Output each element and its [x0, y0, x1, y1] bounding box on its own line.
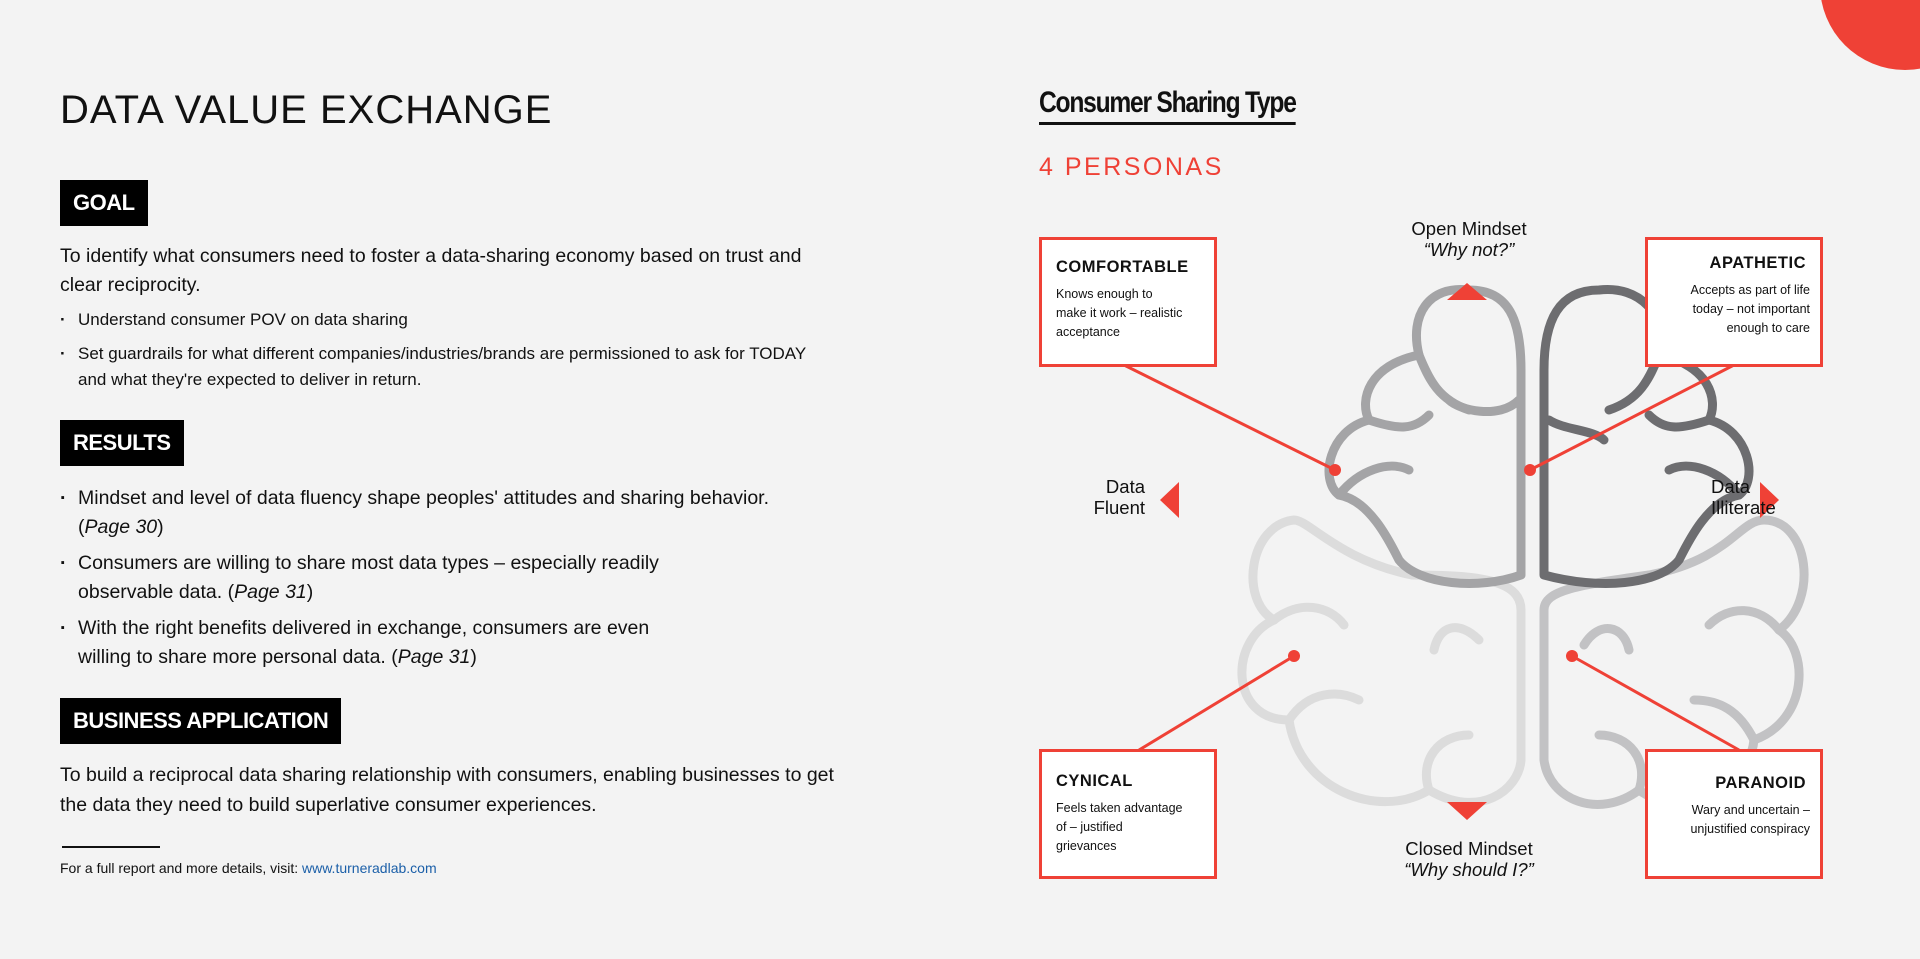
brain-lobe-top-left [1329, 289, 1521, 583]
report-link[interactable]: www.turneradlab.com [302, 860, 437, 876]
axis-label-top [1359, 218, 1579, 260]
results-label: RESULTS [60, 420, 184, 466]
connector-cynical [1139, 656, 1294, 750]
brain-fold [1289, 694, 1359, 720]
persona-paranoid [1645, 749, 1823, 879]
connector-comfortable [1124, 365, 1335, 470]
results-bullet-close: ) [470, 646, 477, 668]
connector-dot [1524, 464, 1536, 476]
persona-name: CYNICAL [1056, 772, 1133, 790]
axis-label-right [1711, 476, 1811, 518]
axis-label-bottom-sub: “Why should I?” [1404, 859, 1534, 880]
results-bullet [60, 549, 670, 607]
results-bullet-close: ) [157, 516, 164, 538]
results-bullet-text: Consumers are willing to share most data types – especially readily observable data. ( [78, 552, 659, 603]
persona-comfortable [1039, 237, 1217, 367]
results-bullets [60, 484, 820, 679]
persona-description: Feels taken advantage of – justified grievances [1056, 801, 1183, 853]
business-application-text: To build a reciprocal data sharing relationship with consumers, enabling businesses to get the data they need to build superlative consumer experiences. [60, 764, 834, 816]
arrow-down-icon [1447, 802, 1487, 820]
goal-bullet: · Set guardrails for what different companies/industries/brands are permissioned to ask for TODAY and what they're expected to deliver in return. [60, 341, 820, 393]
diagram-subtitle: 4 PERSONAS [1039, 153, 1224, 181]
brain-fold [1694, 700, 1754, 740]
brain-fold [1584, 629, 1629, 650]
page-title: DATA VALUE EXCHANGE [60, 88, 553, 132]
results-bullet-text: With the right benefits delivered in exchange, consumers are even willing to share more personal data. ( [78, 617, 650, 668]
diagram-title: Consumer Sharing Type [1039, 86, 1296, 125]
brain-fold [1709, 611, 1779, 630]
axis-label-right-line2: Illiterate [1711, 497, 1776, 518]
brain-fold [1426, 735, 1469, 790]
footnote-divider [62, 846, 160, 848]
results-bullet-text: Mindset and level of data fluency shape peoples' attitudes and sharing behavior. ( [78, 487, 770, 538]
arrow-left-icon [1160, 482, 1179, 518]
goal-bullet: · Understand consumer POV on data sharing [60, 307, 820, 333]
results-bullet [60, 614, 660, 672]
brain-fold [1449, 400, 1519, 412]
axis-label-top-title: Open Mindset [1411, 218, 1527, 239]
connector-dot [1566, 650, 1578, 662]
persona-name: APATHETIC [1709, 254, 1806, 272]
persona-name: COMFORTABLE [1056, 258, 1189, 276]
page-reference: Page 31 [397, 646, 471, 668]
goal-text: To identify what consumers need to foster a data-sharing economy based on trust and clear reciprocity. [60, 245, 802, 296]
results-bullet-close: ) [306, 581, 314, 603]
persona-description: Wary and uncertain – unjustified conspiracy [1690, 803, 1810, 836]
brain-fold [1274, 607, 1344, 625]
brain-fold [1419, 355, 1469, 410]
persona-name: PARANOID [1715, 774, 1806, 792]
persona-description: Knows enough to make it work – realistic acceptance [1056, 287, 1183, 339]
brain-fold [1649, 415, 1709, 427]
goal-label: GOAL [60, 180, 148, 226]
brain-fold [1339, 466, 1409, 495]
axis-label-left-line2: Fluent [1093, 497, 1145, 518]
footnote [60, 860, 437, 876]
persona-apathetic [1645, 237, 1823, 367]
axis-label-left-line1: Data [1105, 476, 1145, 497]
persona-cynical [1039, 749, 1217, 879]
page-reference: Page 31 [234, 581, 307, 603]
connector-dot [1329, 464, 1341, 476]
axis-label-top-sub: “Why not?” [1423, 239, 1515, 260]
axis-label-right-line1: Data [1711, 476, 1751, 497]
goal-bullets [60, 307, 820, 401]
persona-diagram [1039, 0, 1839, 959]
brain-fold [1369, 415, 1429, 427]
footnote-text: For a full report and more details, visit: [60, 860, 302, 876]
page-reference: Page 30 [84, 516, 158, 538]
connector-dot [1288, 650, 1300, 662]
business-application-label: BUSINESS APPLICATION [60, 698, 341, 744]
brain-fold [1599, 735, 1642, 790]
brain-fold [1434, 628, 1479, 650]
axis-label-bottom-title: Closed Mindset [1405, 838, 1533, 859]
results-bullet [60, 484, 800, 542]
axis-label-left [1059, 476, 1145, 518]
axis-label-bottom [1359, 838, 1579, 880]
persona-description: Accepts as part of life today – not important enough to care [1690, 283, 1810, 335]
